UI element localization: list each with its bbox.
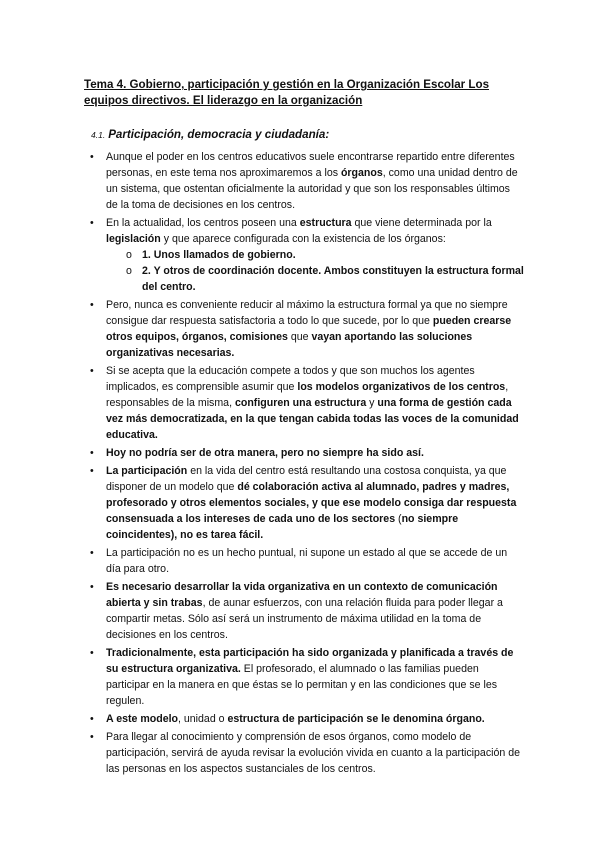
- bold-text: estructura de participación se le denomina órgano.: [227, 713, 485, 725]
- bullet-item: [84, 215, 524, 295]
- sub-list-item: o 2. Y otros de coordinación docente. Ambos constituyen la estructura formal del centro.: [106, 263, 524, 295]
- text-run: que: [287, 331, 312, 343]
- text-run: , de aunar esfuerzos, con una relación fluida para poder llegar a compartir metas. Sólo así será un instrumento de máxima utilidad en la toma de decisiones en los centros.: [106, 597, 503, 641]
- bold-text: vayan aportando las soluciones organizativas necesarias.: [106, 331, 473, 359]
- bold-text: Es necesario desarrollar la vida organizativa en un contexto de comunicación abierta y sin trabas: [106, 581, 498, 609]
- bullet-item: [84, 729, 524, 777]
- bold-text: dé colaboración activa al alumnado, padres y madres, profesorado y otros elementos sociales, y que ese modelo consiga dar respuesta consensuada a los intereses de cada uno de los sectores: [106, 481, 517, 525]
- text-run: , como una unidad dentro de un sistema, que ostentan oficialmente la autoridad y que son los responsables últimos de la toma de decisiones en los centros.: [106, 167, 518, 211]
- text-run: , responsables de la misma,: [106, 381, 509, 409]
- text-run: Aunque el poder en los centros educativos suele encontrarse repartido entre diferentes personas, en este tema nos aproximaremos a los: [106, 151, 515, 179]
- section-title: Participación, democracia y ciudadanía:: [108, 128, 330, 141]
- text-run: En la actualidad, los centros poseen una: [106, 217, 300, 229]
- text-run: en la vida del centro está resultando una costosa conquista, ya que disponer de un modelo que: [106, 465, 507, 493]
- bold-text: estructura: [299, 217, 352, 229]
- bold-text: La participación: [106, 465, 188, 477]
- text-run: y: [366, 397, 378, 409]
- text-run: El profesorado, el alumnado o las familias pueden participar en la manera en que éstas se lo permitan y en las condiciones que se les regulen.: [106, 663, 498, 707]
- section-number: 4.1.: [91, 130, 106, 140]
- bullet-item: [84, 579, 524, 643]
- sub-list-item: o 1. Unos llamados de gobierno.: [106, 247, 524, 263]
- section-heading: [91, 128, 329, 141]
- bold-text: una forma de gestión cada vez más democratizada, en la que tengan cabida todas las voces de la comunidad educativa.: [106, 397, 519, 441]
- bold-text: configuren una estructura: [234, 397, 367, 409]
- bullet-item: [84, 645, 524, 709]
- text-run: que viene determinada por la: [351, 217, 492, 229]
- bullet-item: [84, 711, 524, 727]
- document-title: Tema 4. Gobierno, participación y gestión en la Organización Escolar Los equipos directivos. El liderazgo en la organización: [84, 78, 490, 107]
- bold-text: los modelos organizativos de los centros: [297, 381, 506, 393]
- text-run: La participación no es un hecho puntual, ni supone un estado al que se accede de un día para otro.: [106, 547, 508, 575]
- text-run: y que aparece configurada con la existencia de los órganos:: [160, 233, 446, 245]
- bold-text: no siempre coincidentes), no es tarea fácil.: [106, 513, 459, 541]
- sub-list: [106, 247, 524, 295]
- bullet-item: [84, 463, 524, 543]
- bullet-item: [84, 445, 524, 461]
- text-run: Para llegar al conocimiento y comprensión de esos órganos, como modelo de participación, servirá de ayuda revisar la evolución vivida en cuanto a la participación de las personas en los aspectos sustanciales de los centros.: [106, 731, 520, 775]
- bullet-item: [84, 297, 524, 361]
- text-run: Si se acepta que la educación compete a todos y que son muchos los agentes implicados, es comprensible asumir que: [106, 365, 475, 393]
- bold-text: órganos: [340, 167, 383, 179]
- bold-text: A este modelo: [106, 713, 179, 725]
- bold-text: Hoy no podría ser de otra manera, pero no siempre ha sido así.: [106, 447, 424, 459]
- bullet-item: [84, 149, 524, 213]
- bold-text: pueden crearse otros equipos, órganos, comisiones: [106, 315, 512, 343]
- bullet-item: [84, 545, 524, 577]
- text-run: , unidad o: [178, 713, 228, 725]
- text-run: Pero, nunca es conveniente reducir al máximo la estructura formal ya que no siempre consigue dar respuesta satisfactoria a todo lo que sucede, por lo que: [106, 299, 508, 327]
- bold-text: legislación: [106, 233, 161, 245]
- bold-text: Tradicionalmente, esta participación ha sido organizada y planificada a través de su estructura organizativa.: [106, 647, 514, 675]
- text-run: (: [395, 513, 402, 525]
- bullet-list: [84, 149, 524, 779]
- bullet-item: [84, 363, 524, 443]
